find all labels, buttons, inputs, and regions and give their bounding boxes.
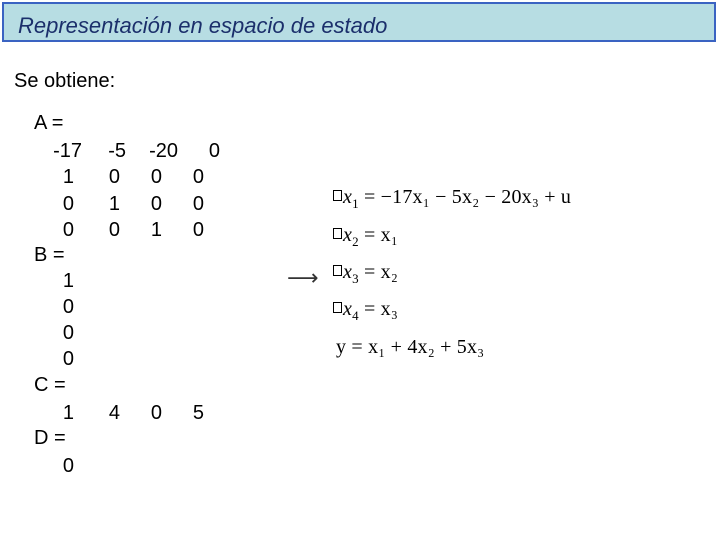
equation-3 xyxy=(333,261,398,287)
equation-2-rhs: = x₁ xyxy=(363,224,399,246)
equation-3-rhs: = x₂ xyxy=(363,261,399,283)
matrix-a-cell: -20 xyxy=(149,140,178,162)
equation-1-rhs: = −17x₁ − 5x₂ − 20x₃ + u xyxy=(363,186,572,208)
matrix-a-label: A = xyxy=(34,112,64,134)
equation-1 xyxy=(333,186,571,212)
equation-3-lhs: x xyxy=(343,261,353,283)
missing-glyph-icon xyxy=(333,228,342,239)
matrix-a-cell: 0 xyxy=(192,193,204,215)
matrix-c-label: C = xyxy=(34,374,66,396)
title-bar xyxy=(2,2,716,42)
matrix-b-label: B = xyxy=(34,244,65,266)
equation-4-lhs: x xyxy=(343,298,353,320)
matrix-a-cell: 0 xyxy=(62,219,74,241)
equation-2-lhs-sub: 2 xyxy=(352,234,359,249)
matrix-a-cell: 0 xyxy=(192,166,204,188)
missing-glyph-icon xyxy=(333,265,342,276)
matrix-c-cell: 4 xyxy=(108,402,120,424)
matrix-a-cell: -17 xyxy=(53,140,82,162)
missing-glyph-icon xyxy=(333,302,342,313)
matrix-b-cell: 1 xyxy=(62,270,74,292)
matrix-b-cell: 0 xyxy=(62,322,74,344)
missing-glyph-icon xyxy=(333,190,342,201)
intro-text: Se obtiene: xyxy=(14,70,116,92)
matrix-a-cell: 0 xyxy=(208,140,220,162)
equation-4-lhs-sub: 4 xyxy=(352,308,359,323)
matrix-c-cell: 0 xyxy=(150,402,162,424)
equation-2-lhs: x xyxy=(343,224,353,246)
matrix-a-cell: 1 xyxy=(150,219,162,241)
matrix-a-cell: 1 xyxy=(62,166,74,188)
matrix-a-cell: -5 xyxy=(108,140,126,162)
matrix-d-cell: 0 xyxy=(62,455,74,477)
matrix-a-cell: 0 xyxy=(150,166,162,188)
matrix-c-cell: 1 xyxy=(62,402,74,424)
equation-1-lhs: x xyxy=(343,186,353,208)
right-arrow-icon: ⟶ xyxy=(287,266,319,291)
equation-4-rhs: = x₃ xyxy=(363,298,399,320)
matrix-a-cell: 1 xyxy=(108,193,120,215)
matrix-a-cell: 0 xyxy=(108,166,120,188)
matrix-b-cell: 0 xyxy=(62,348,74,370)
equation-4 xyxy=(333,298,398,324)
matrix-a-cell: 0 xyxy=(150,193,162,215)
matrix-c-cell: 5 xyxy=(192,402,204,424)
matrix-a-cell: 0 xyxy=(62,193,74,215)
equation-5: y = x₁ + 4x₂ + 5x₃ xyxy=(336,336,485,358)
equation-1-lhs-sub: 1 xyxy=(352,196,359,211)
matrix-b-cell: 0 xyxy=(62,296,74,318)
matrix-a-cell: 0 xyxy=(108,219,120,241)
matrix-a-cell: 0 xyxy=(192,219,204,241)
equation-2 xyxy=(333,224,398,250)
matrix-d-label: D = xyxy=(34,427,66,449)
page-title: Representación en espacio de estado xyxy=(18,13,388,38)
equation-3-lhs-sub: 3 xyxy=(352,271,359,286)
